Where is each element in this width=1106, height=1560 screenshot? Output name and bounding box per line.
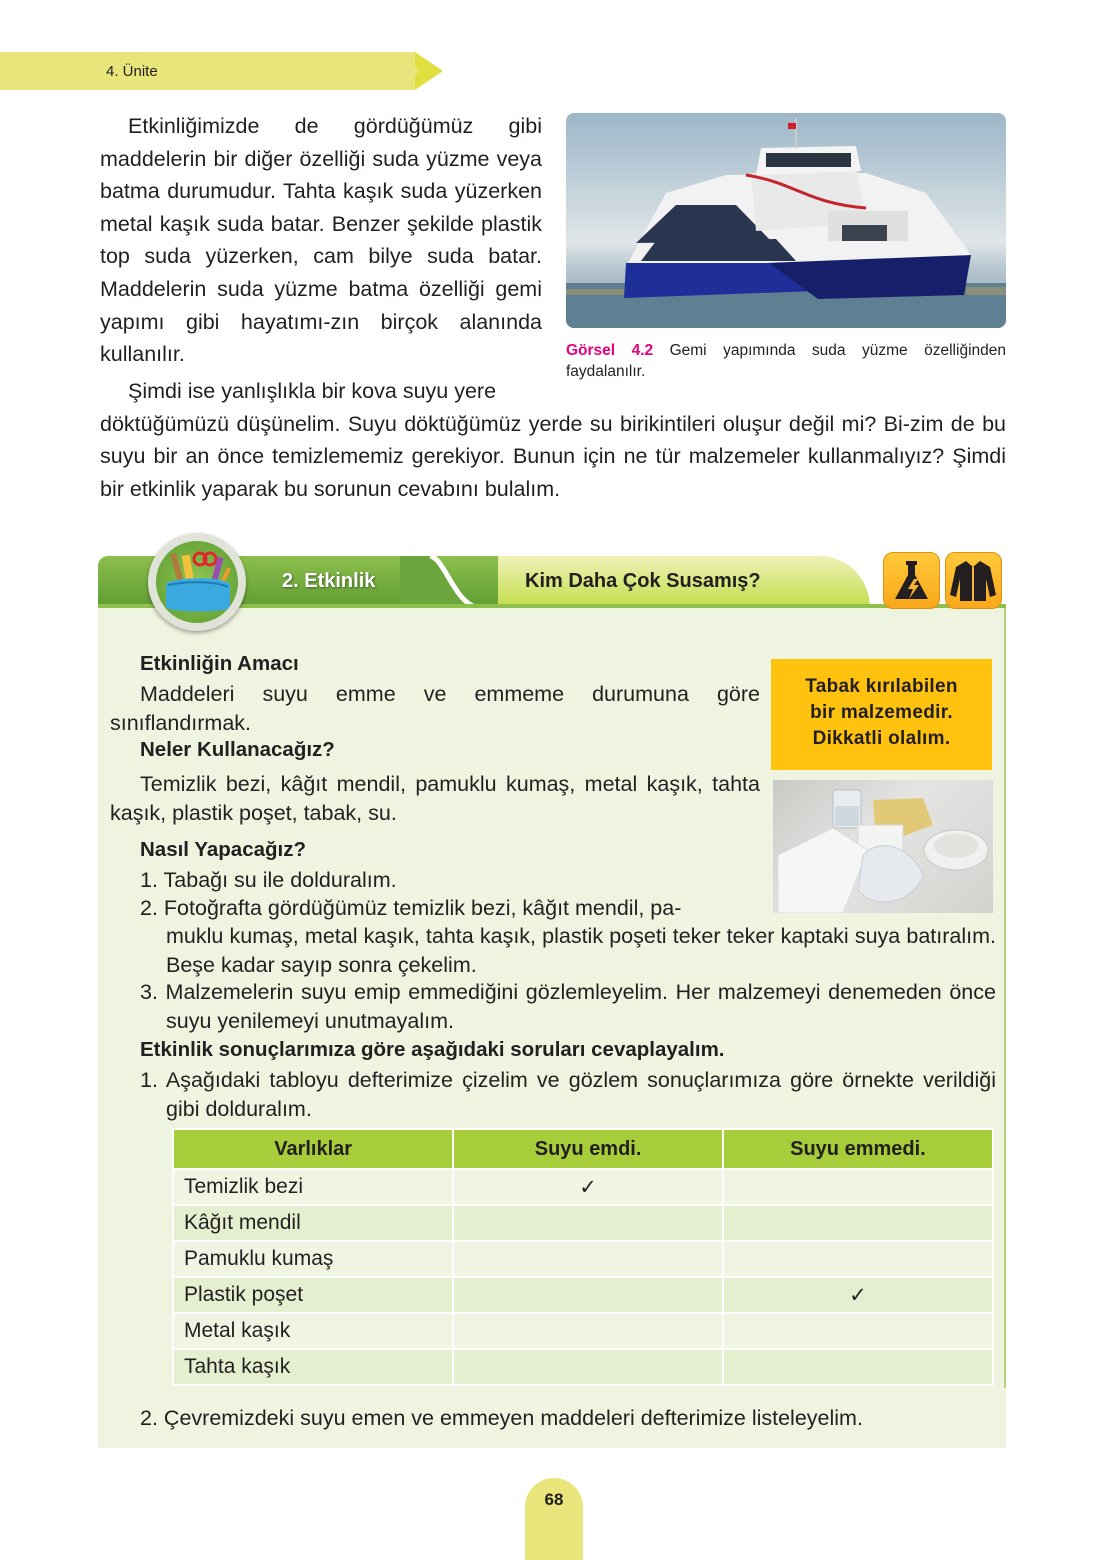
intro-paragraph-2-first-line: Şimdi ise yanlışlıkla bir kova suyu yere (128, 379, 497, 403)
warning-line-1: Tabak kırılabilen (805, 676, 958, 697)
table-cell-absorbed (453, 1313, 723, 1349)
table-cell-absorbed: ✓ (453, 1169, 723, 1205)
pencil-case-icon (156, 541, 238, 623)
table-cell-not-absorbed (723, 1169, 993, 1205)
step-1 (140, 866, 397, 895)
intro-paragraph-1 (100, 110, 542, 371)
question-1 (140, 1066, 996, 1123)
table-row (173, 1241, 993, 1277)
table-header-not-absorbed: Suyu emmedi. (723, 1129, 993, 1169)
intro-paragraph-2 (100, 375, 1006, 505)
unit-label: 4. Ünite (106, 63, 158, 80)
step-text: Malzemelerin suyu emip emmediğini gözlemleyelim. Her malzemeyi denemeden önce suyu yenilemeyi unutmayalım. (165, 980, 996, 1033)
step-number: 2. (140, 896, 158, 920)
table-row (173, 1205, 993, 1241)
table-header-absorbed: Suyu emdi. (453, 1129, 723, 1169)
intro-paragraph-2-rest: döktüğümüzü düşünelim. Suyu döktüğümüz yerde su birikintileri oluşur değil mi? Bi-zim de bu suyu bir an önce temizlememiz gerekiyor. Bunun için ne tür malzemeler kullanmalıyız? Şimdi bir etkinlik yaparak bu sorunun cevabını bulalım. (100, 411, 1006, 501)
warning-line-3: Dikkatli olalım. (812, 728, 951, 749)
table-cell-not-absorbed: ✓ (723, 1277, 993, 1313)
steps-heading: Nasıl Yapacağız? (140, 838, 306, 861)
activity-header-curve (400, 556, 480, 608)
step-2-continued: muklu kumaş, metal kaşık, tahta kaşık, plastik poşeti teker teker kaptaki suya batıralım. Beşe kadar sayıp sonra çekelim. (166, 924, 996, 977)
materials-photo (773, 780, 993, 913)
table-row (173, 1169, 993, 1205)
table-cell-not-absorbed (723, 1313, 993, 1349)
figure-caption-text: Gemi yapımında suda yüzme özelliğinden faydalanılır. (566, 342, 1006, 380)
table-cell-item: Tahta kaşık (173, 1349, 453, 1385)
table-row (173, 1313, 993, 1349)
table-row (173, 1277, 993, 1313)
table-cell-not-absorbed (723, 1205, 993, 1241)
step-text-line1: Fotoğrafta gördüğümüz temizlik bezi, kâğıt mendil, pa- (163, 896, 682, 920)
question-text: Çevremizdeki suyu emen ve emmeyen maddeleri defterimize listeleyelim. (163, 1406, 863, 1430)
table-cell-absorbed (453, 1349, 723, 1385)
lab-coat-icon (945, 552, 1002, 609)
absorption-table (172, 1128, 994, 1386)
question-number: 1. (140, 1068, 158, 1092)
materials-illustration-icon (773, 780, 993, 913)
table-cell-not-absorbed (723, 1349, 993, 1385)
aim-heading: Etkinliğin Amacı (140, 652, 299, 675)
safety-warning-box (771, 659, 992, 770)
table-cell-item: Temizlik bezi (173, 1169, 453, 1205)
table-cell-item: Plastik poşet (173, 1277, 453, 1313)
activity-number: 2. Etkinlik (282, 570, 376, 592)
question-2 (140, 1404, 863, 1433)
page-number: 68 (544, 1490, 564, 1509)
table-header-items: Varlıklar (173, 1129, 453, 1169)
pencil-case-illustration-icon (156, 541, 238, 623)
step-number: 1. (140, 868, 158, 892)
materials-heading: Neler Kullanacağız? (140, 738, 335, 761)
activity-panel-border (1004, 608, 1006, 1388)
materials-text: Temizlik bezi, kâğıt mendil, pamuklu kumaş, metal kaşık, tahta kaşık, plastik poşet, tabak, su. (110, 772, 760, 825)
table-cell-item: Metal kaşık (173, 1313, 453, 1349)
table-cell-absorbed (453, 1241, 723, 1277)
intro-paragraph-1-text: Etkinliğimizde de gördüğümüz gibi maddelerin bir diğer özelliği suda yüzme veya batma durumudur. Tahta kaşık suda yüzerken metal kaşık suda batar. Benzer şekilde plastik top suda yüzerken, cam bilye suda batar. Maddelerin suda yüzme batma özelliği gemi yapımı gibi hayatımı-zın birçok alanında kullanılır. (100, 114, 542, 367)
aim-text: Maddeleri suyu emme ve emmeme durumuna göre sınıflandırmak. (110, 682, 760, 735)
questions-heading: Etkinlik sonuçlarımıza göre aşağıdaki soruları cevaplayalım. (140, 1038, 725, 1061)
question-number: 2. (140, 1406, 158, 1430)
table-header-row (173, 1129, 993, 1169)
flask-glyph-icon (884, 553, 939, 608)
ferry-ship-photo (566, 113, 1006, 328)
unit-header-arrow (415, 52, 443, 90)
lab-flask-icon (883, 552, 940, 609)
table-cell-not-absorbed (723, 1241, 993, 1277)
warning-line-2: bir malzemedir. (810, 702, 953, 723)
table-cell-absorbed (453, 1277, 723, 1313)
ship-illustration-icon (566, 113, 1006, 328)
step-3 (140, 978, 996, 1035)
step-2 (140, 894, 760, 923)
figure-caption-tag: Görsel 4.2 (566, 342, 654, 359)
table-cell-item: Kâğıt mendil (173, 1205, 453, 1241)
activity-title: Kim Daha Çok Susamış? (525, 570, 761, 592)
table-cell-item: Pamuklu kumaş (173, 1241, 453, 1277)
question-text: Aşağıdaki tabloyu defterimize çizelim ve gözlem sonuçlarımıza göre örnekte verildiği gibi dolduralım. (165, 1068, 996, 1121)
table-cell-absorbed (453, 1205, 723, 1241)
step-text: Tabağı su ile dolduralım. (163, 868, 397, 892)
table-row (173, 1349, 993, 1385)
unit-header-arrow-inner (405, 52, 419, 90)
unit-header-band (0, 52, 415, 90)
coat-glyph-icon (946, 553, 1001, 608)
step-number: 3. (140, 980, 158, 1004)
